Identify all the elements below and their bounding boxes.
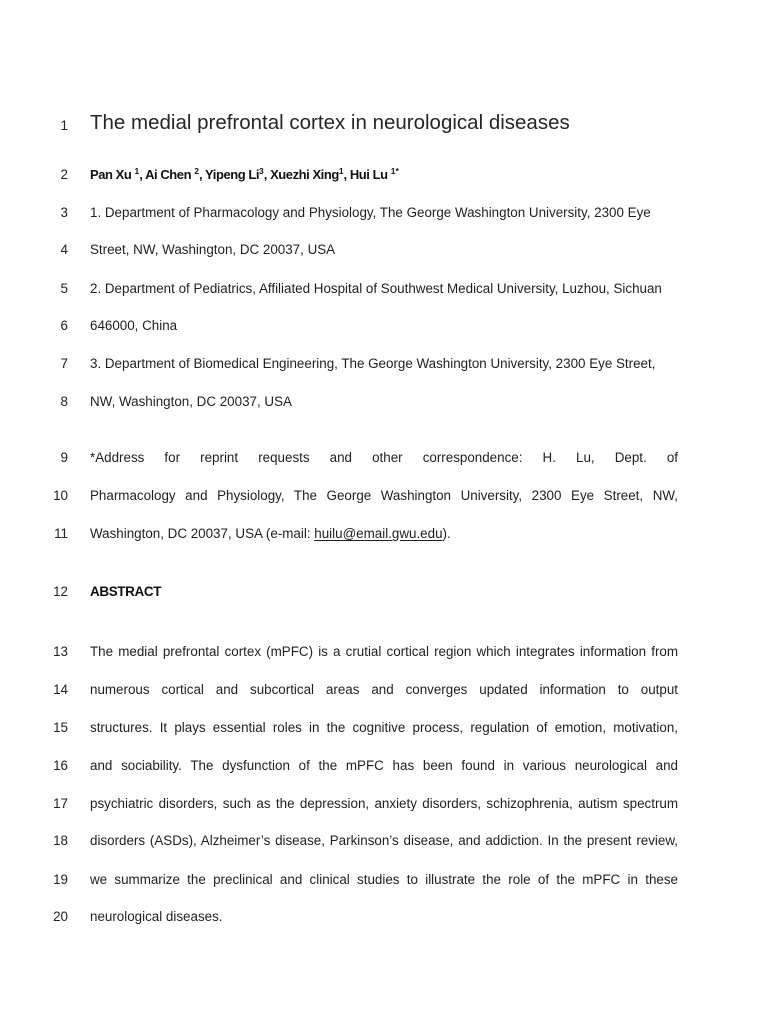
abstract-heading-line [0, 583, 768, 601]
affiliation-line [0, 317, 768, 335]
line-number: 20 [53, 909, 68, 924]
correspondence-text: Pharmacology and Physiology, The George Washington University, 2300 Eye Street, NW, [90, 488, 678, 503]
abstract-line [0, 643, 768, 661]
line-number: 9 [60, 450, 68, 465]
line-number: 16 [53, 758, 68, 773]
authors-line [0, 166, 768, 184]
author-affiliation-superscript: 3 [259, 166, 264, 176]
line-number: 2 [60, 167, 68, 182]
line-number: 3 [60, 205, 68, 220]
affiliation-line [0, 355, 768, 373]
correspondence-address: Washington, DC 20037, USA (e-mail: [90, 526, 315, 541]
line-number: 13 [53, 644, 68, 659]
affiliation-text: 3. Department of Biomedical Engineering, The George Washington University, 2300 Eye Street, [90, 356, 656, 371]
line-number: 14 [53, 682, 68, 697]
affiliation-text: Street, NW, Washington, DC 20037, USA [90, 242, 336, 257]
abstract-line [0, 832, 768, 850]
closing-punctuation: ). [442, 526, 451, 541]
abstract-text: numerous cortical and subcortical areas and converges updated information to output [90, 682, 678, 697]
line-number: 17 [53, 796, 68, 811]
paper-title: The medial prefrontal cortex in neurological diseases [90, 111, 570, 134]
affiliation-line [0, 241, 768, 259]
author-affiliation-superscript: 1 [338, 166, 344, 176]
abstract-line [0, 871, 768, 889]
correspondence-text: *Address for reprint requests and other correspondence: H. Lu, Dept. of [90, 450, 678, 465]
title-line [0, 110, 768, 136]
affiliation-line [0, 393, 768, 411]
line-number: 1 [60, 118, 68, 133]
author-affiliation-superscript: 2 [194, 166, 199, 176]
affiliation-text: 2. Department of Pediatrics, Affiliated Hospital of Southwest Medical University, Luzhou, Sichuan [90, 281, 662, 296]
author-affiliation-superscript: 1* [390, 166, 399, 176]
abstract-line [0, 908, 768, 926]
line-number: 5 [60, 281, 68, 296]
author-name: Pan Xu [90, 167, 135, 182]
correspondence-line [0, 487, 768, 505]
affiliation-line [0, 204, 768, 222]
affiliation-line [0, 280, 768, 298]
author-name: , Ai Chen [139, 167, 195, 182]
line-number: 11 [54, 526, 68, 541]
abstract-line [0, 681, 768, 699]
correspondence-text [90, 525, 678, 543]
line-number: 6 [60, 318, 68, 333]
affiliation-text: 1. Department of Pharmacology and Physiology, The George Washington University, 2300 Eye [90, 205, 651, 220]
abstract-heading: ABSTRACT [90, 584, 162, 599]
author-list [90, 166, 678, 184]
affiliation-text: 646000, China [90, 318, 178, 333]
abstract-text: psychiatric disorders, such as the depression, anxiety disorders, schizophrenia, autism spectrum [90, 796, 678, 811]
abstract-text: The medial prefrontal cortex (mPFC) is a crutial cortical region which integrates information from [90, 644, 678, 659]
abstract-text: disorders (ASDs), Alzheimer’s disease, Parkinson’s disease, and addiction. In the present review, [90, 833, 678, 848]
abstract-text: neurological diseases. [90, 909, 223, 924]
abstract-line [0, 757, 768, 775]
line-number: 10 [53, 488, 68, 503]
affiliation-text: NW, Washington, DC 20037, USA [90, 394, 292, 409]
author-affiliation-superscript: 1 [134, 166, 140, 176]
line-number: 8 [60, 394, 68, 409]
abstract-line [0, 795, 768, 813]
line-number: 15 [53, 720, 68, 735]
correspondence-email-line [0, 525, 768, 543]
abstract-text: structures. It plays essential roles in the cognitive process, regulation of emotion, motivation, [90, 720, 678, 735]
line-number: 18 [53, 833, 68, 848]
line-number: 4 [60, 242, 68, 257]
line-number: 19 [53, 872, 68, 887]
line-number: 7 [60, 356, 68, 371]
author-name: , Yipeng Li [198, 167, 260, 182]
abstract-text: we summarize the preclinical and clinical studies to illustrate the role of the mPFC in these [90, 872, 678, 887]
correspondence-line [0, 449, 768, 467]
email-link[interactable]: huilu@email.gwu.edu [314, 526, 443, 541]
author-name: , Hui Lu [343, 167, 391, 182]
abstract-text: and sociability. The dysfunction of the mPFC has been found in various neurological and [90, 758, 678, 773]
line-number: 12 [53, 584, 68, 599]
author-name: , Xuezhi Xing [263, 167, 339, 182]
abstract-line [0, 719, 768, 737]
